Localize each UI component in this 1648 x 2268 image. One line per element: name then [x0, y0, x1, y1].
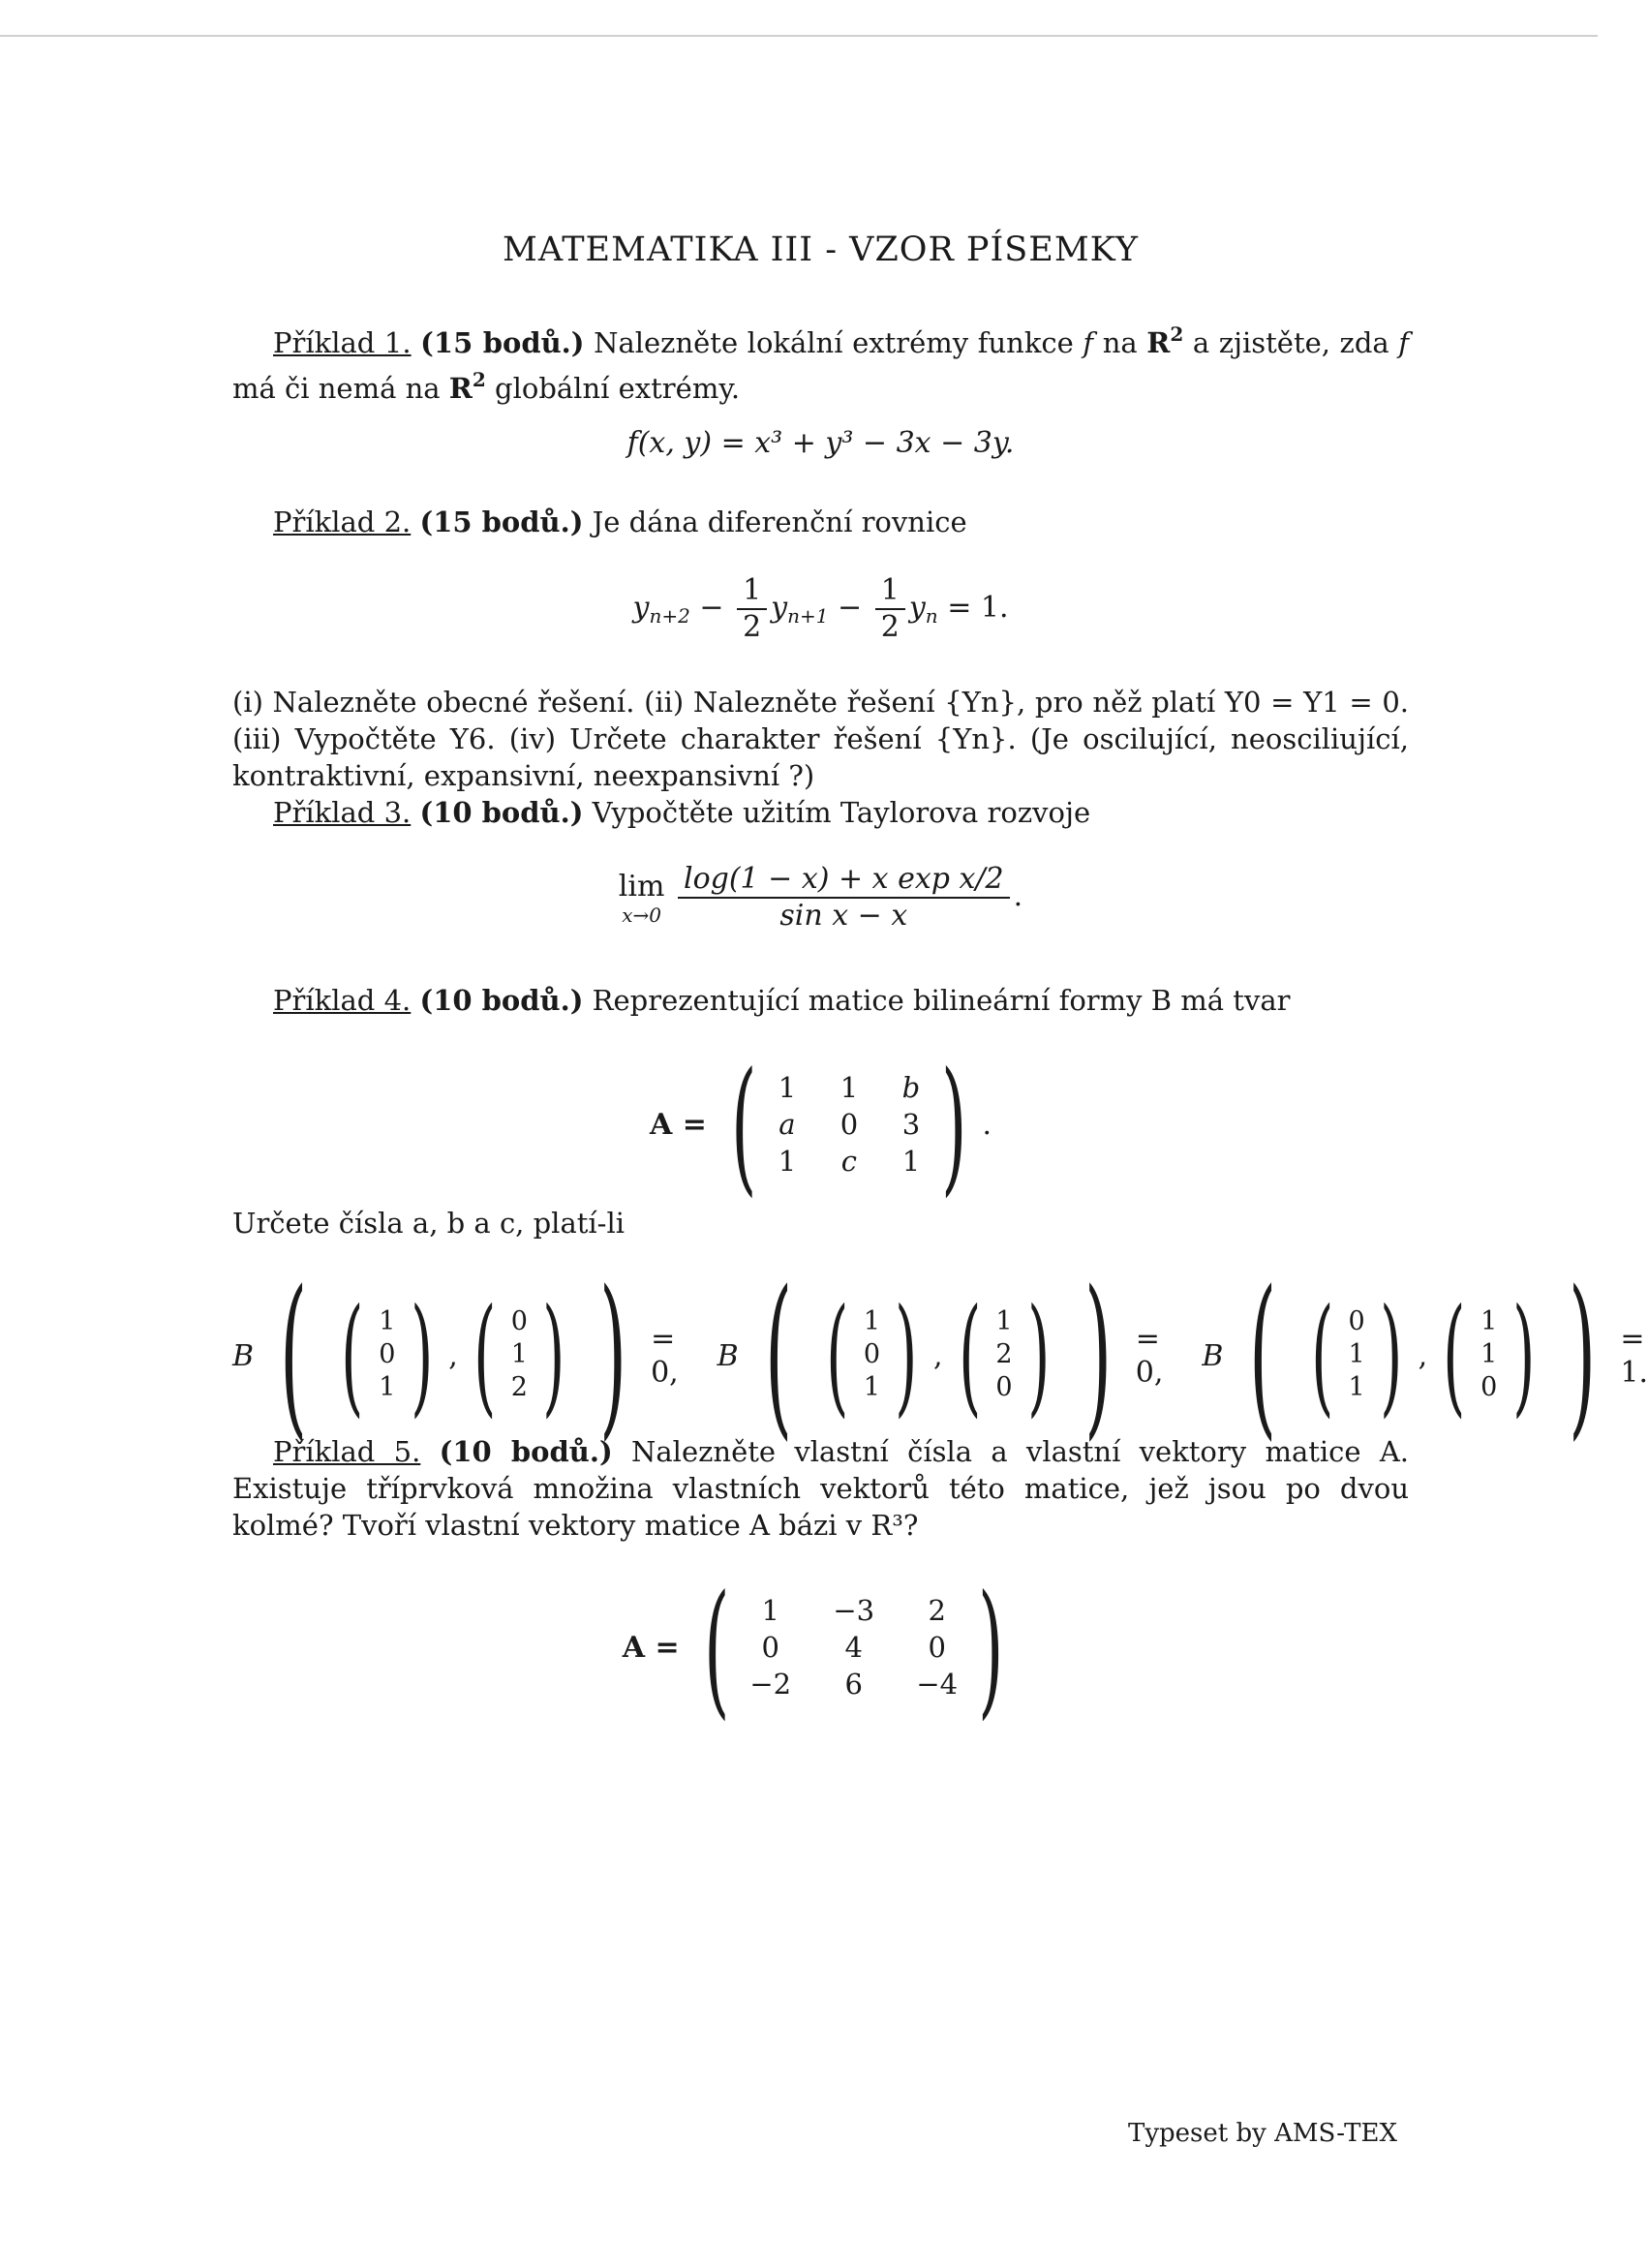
- matrix-cell: −3: [833, 1594, 875, 1627]
- vector-entry: 1: [863, 1372, 881, 1402]
- eq-frac2-num: 1: [875, 573, 905, 610]
- problem-2: [232, 504, 1409, 540]
- matrix-cell: 1: [761, 1594, 779, 1627]
- problem-1: [232, 316, 1409, 407]
- matrix-right-paren: ): [941, 1042, 967, 1211]
- scan-edge-line: [0, 35, 1598, 37]
- matrix-cell: 1: [778, 1145, 797, 1178]
- problem-2-points: (15 bodů.): [419, 506, 584, 538]
- typeset-footer: Typeset by AMS-TEX: [1128, 2119, 1397, 2148]
- vector-v: [945, 1281, 1064, 1430]
- problem-2-parts: (i) Nalezněte obecné řešení. (ii) Nalezněte řešení {Yn}, pro něž platí Y0 = Y1 = 0. (iii) Vypočtěte Y6. (iv) Určete charakter řešení {Yn}. (Je oscilující, neosciliující, kontraktivní, expansivní, neexpansivní ?): [232, 686, 1409, 792]
- eq-sub2: n+1: [787, 604, 829, 628]
- problem-1-f2: f: [1398, 326, 1410, 359]
- eq-rhs: = 1.: [947, 591, 1009, 625]
- problem-1-R2-sup: 2: [472, 368, 486, 391]
- matrix-cell: 3: [901, 1108, 921, 1141]
- outer-left-paren: (: [1249, 1254, 1277, 1456]
- outer-left-paren: (: [764, 1254, 792, 1456]
- matrix-cell: −4: [916, 1668, 959, 1701]
- vector-entry: 0: [995, 1372, 1013, 1402]
- matrix-cell: 4: [844, 1631, 863, 1664]
- vector-left-paren: (: [341, 1281, 364, 1430]
- eq-frac2: [875, 573, 905, 645]
- problem-3-limit: [232, 862, 1409, 934]
- problem-5-label: Příklad 5.: [273, 1435, 421, 1468]
- eq-y2: y: [771, 591, 788, 625]
- vector-entry: 0: [510, 1306, 528, 1336]
- vector-entry: 1: [379, 1306, 396, 1336]
- vector-left-paren: (: [1310, 1281, 1333, 1430]
- matrix-a-grid: [773, 1071, 926, 1181]
- eq-frac1-num: 1: [737, 573, 767, 610]
- problem-1-R: R: [1146, 326, 1171, 359]
- outer-right-paren: ): [598, 1254, 626, 1456]
- problem-1-text5: globální extrémy.: [495, 372, 741, 405]
- matrix-cell: 0: [928, 1631, 946, 1664]
- eq-frac2-den: 2: [880, 610, 900, 644]
- matrix5-right-paren: ): [977, 1565, 1004, 1733]
- vector-entry: 1: [510, 1339, 528, 1369]
- problem-1-R-sup: 2: [1170, 322, 1184, 346]
- matrix-a5: [688, 1565, 1019, 1733]
- matrix-cell: 1: [901, 1145, 921, 1178]
- problem-3-label: Příklad 3.: [273, 796, 412, 829]
- vector-grid: [1347, 1306, 1366, 1405]
- matrix-cell: 6: [844, 1668, 863, 1701]
- problem-4-label: Příklad 4.: [273, 984, 412, 1017]
- problem-5-points: (10 bodů.): [439, 1435, 613, 1468]
- vector-u: [327, 1281, 446, 1430]
- eq-minus1: −: [699, 591, 724, 625]
- vector-comma: ,: [1418, 1338, 1428, 1373]
- bilinear-condition-3: [1202, 1254, 1648, 1456]
- problem-1-text1: Nalezněte lokální extrémy funkce: [594, 326, 1074, 359]
- vector-grid: [1480, 1306, 1499, 1405]
- problem-4-points: (10 bodů.): [419, 984, 584, 1017]
- problem-4: [232, 982, 1409, 1019]
- matrix-cell: b: [901, 1071, 921, 1104]
- matrix-cell: 1: [839, 1071, 859, 1104]
- problem-1-formula: f(x, y) = x³ + y³ − 3x − 3y.: [626, 426, 1015, 460]
- vector-entry: 0: [1480, 1372, 1498, 1402]
- vector-right-paren: ): [1511, 1281, 1536, 1430]
- problem-1-R2: R: [448, 372, 473, 405]
- problem-4-matrix-display: [232, 1042, 1409, 1211]
- vector-v: [1429, 1281, 1548, 1430]
- matrix-left-paren: (: [731, 1042, 757, 1211]
- matrix-a5-grid: [746, 1594, 962, 1704]
- eq-minus2: −: [838, 591, 863, 625]
- outer-right-paren: ): [1569, 1254, 1597, 1456]
- limit-numerator: log(1 − x) + x exp x/2: [678, 862, 1010, 899]
- matrix-a: [716, 1042, 982, 1211]
- vector-right-paren: ): [542, 1281, 565, 1430]
- problem-3: [232, 794, 1409, 831]
- problem-1-f: f: [1083, 326, 1094, 359]
- vector-entry: 0: [379, 1339, 396, 1369]
- outer-left-paren: (: [280, 1254, 308, 1456]
- vector-entry: 1: [1480, 1306, 1498, 1336]
- limit-end: .: [1013, 879, 1023, 913]
- vector-u: [812, 1281, 931, 1430]
- problem-1-points: (15 bodů.): [420, 326, 585, 359]
- vector-comma: ,: [448, 1338, 458, 1373]
- vector-left-paren: (: [473, 1281, 497, 1430]
- vector-entry: 2: [510, 1372, 528, 1402]
- eq-sub3: n: [925, 604, 938, 628]
- vector-grid: [509, 1306, 529, 1405]
- vector-entry: 1: [379, 1372, 396, 1402]
- vector-v: [460, 1281, 579, 1430]
- condition-rhs: = 0,: [651, 1322, 679, 1390]
- vector-entry: 1: [1480, 1339, 1498, 1369]
- form-B: B: [717, 1338, 739, 1373]
- vector-comma: ,: [932, 1338, 943, 1373]
- matrix-cell: 1: [778, 1071, 797, 1104]
- matrix-cell: −2: [749, 1668, 792, 1701]
- problem-2-text: Je dána diferenční rovnice: [592, 506, 967, 538]
- vector-right-paren: ): [895, 1281, 918, 1430]
- outer-right-paren: ): [1083, 1254, 1112, 1456]
- vector-grid: [994, 1306, 1014, 1405]
- matrix-cell: 0: [839, 1108, 859, 1141]
- condition-rhs: = 0,: [1135, 1322, 1164, 1390]
- vector-u: [1297, 1281, 1417, 1430]
- problem-5: [232, 1433, 1409, 1544]
- problem-4-text: Reprezentující matice bilineární formy B má tvar: [592, 984, 1291, 1017]
- eq-y3: y: [908, 591, 926, 625]
- problem-1-text4: má či nemá na: [232, 372, 441, 405]
- vector-right-paren: ): [410, 1281, 434, 1430]
- eq-frac1-den: 2: [743, 610, 762, 644]
- vector-left-paren: (: [826, 1281, 849, 1430]
- matrix-cell: a: [778, 1108, 796, 1141]
- problem-3-points: (10 bodů.): [419, 796, 584, 829]
- problem-5-matrix-display: [232, 1565, 1409, 1733]
- eq-sub1: n+2: [649, 604, 690, 628]
- problem-1-text3: a zjistěte, zda: [1192, 326, 1389, 359]
- matrix5-left-paren: (: [704, 1565, 730, 1733]
- problem-1-label: Příklad 1.: [273, 326, 412, 359]
- matrix-a-name: A =: [649, 1108, 707, 1142]
- form-B: B: [1202, 1338, 1224, 1373]
- limit-denominator: sin x − x: [779, 899, 908, 933]
- bilinear-condition-2: [717, 1254, 1164, 1456]
- problem-4-after: Určete čísla a, b a c, platí-li: [232, 1207, 626, 1240]
- problem-2-equation: [232, 573, 1409, 645]
- matrix-cell: 2: [928, 1594, 946, 1627]
- problem-2-label: Příklad 2.: [273, 506, 412, 538]
- limit-operator: [619, 870, 665, 927]
- limit-fraction: [678, 862, 1010, 934]
- vector-entry: 1: [1348, 1339, 1365, 1369]
- matrix-a-end: .: [982, 1108, 992, 1142]
- matrix-a5-name: A =: [622, 1631, 680, 1665]
- vector-entry: 1: [1348, 1372, 1365, 1402]
- form-B: B: [232, 1338, 255, 1373]
- vector-left-paren: (: [1443, 1281, 1466, 1430]
- vector-grid: [378, 1306, 397, 1405]
- page-title: MATEMATIKA III - VZOR PÍSEMKY: [503, 230, 1139, 269]
- vector-entry: 0: [863, 1339, 881, 1369]
- vector-entry: 1: [863, 1306, 881, 1336]
- condition-rhs: = 1.: [1620, 1322, 1648, 1390]
- vector-grid: [862, 1306, 881, 1405]
- lim-sub: x→0: [622, 903, 661, 927]
- eq-y1: y: [632, 591, 650, 625]
- eq-frac1: [737, 573, 767, 645]
- vector-entry: 0: [1348, 1306, 1365, 1336]
- matrix-cell: c: [840, 1145, 858, 1178]
- matrix-cell: 0: [761, 1631, 779, 1664]
- problem-1-text2: na: [1102, 326, 1138, 359]
- problem-3-text: Vypočtěte užitím Taylorova rozvoje: [592, 796, 1091, 829]
- problem-5-text: Nalezněte vlastní čísla a vlastní vektory matice A. Existuje tříprvková množina vlastních vektorů této matice, jež jsou po dvou kolmé? Tvoří vlastní vektory matice A bázi v R³?: [232, 1435, 1410, 1542]
- vector-left-paren: (: [958, 1281, 981, 1430]
- lim-word: lim: [618, 869, 665, 904]
- vector-entry: 2: [995, 1339, 1013, 1369]
- vector-right-paren: ): [1380, 1281, 1403, 1430]
- vector-right-paren: ): [1027, 1281, 1051, 1430]
- vector-entry: 1: [995, 1306, 1013, 1336]
